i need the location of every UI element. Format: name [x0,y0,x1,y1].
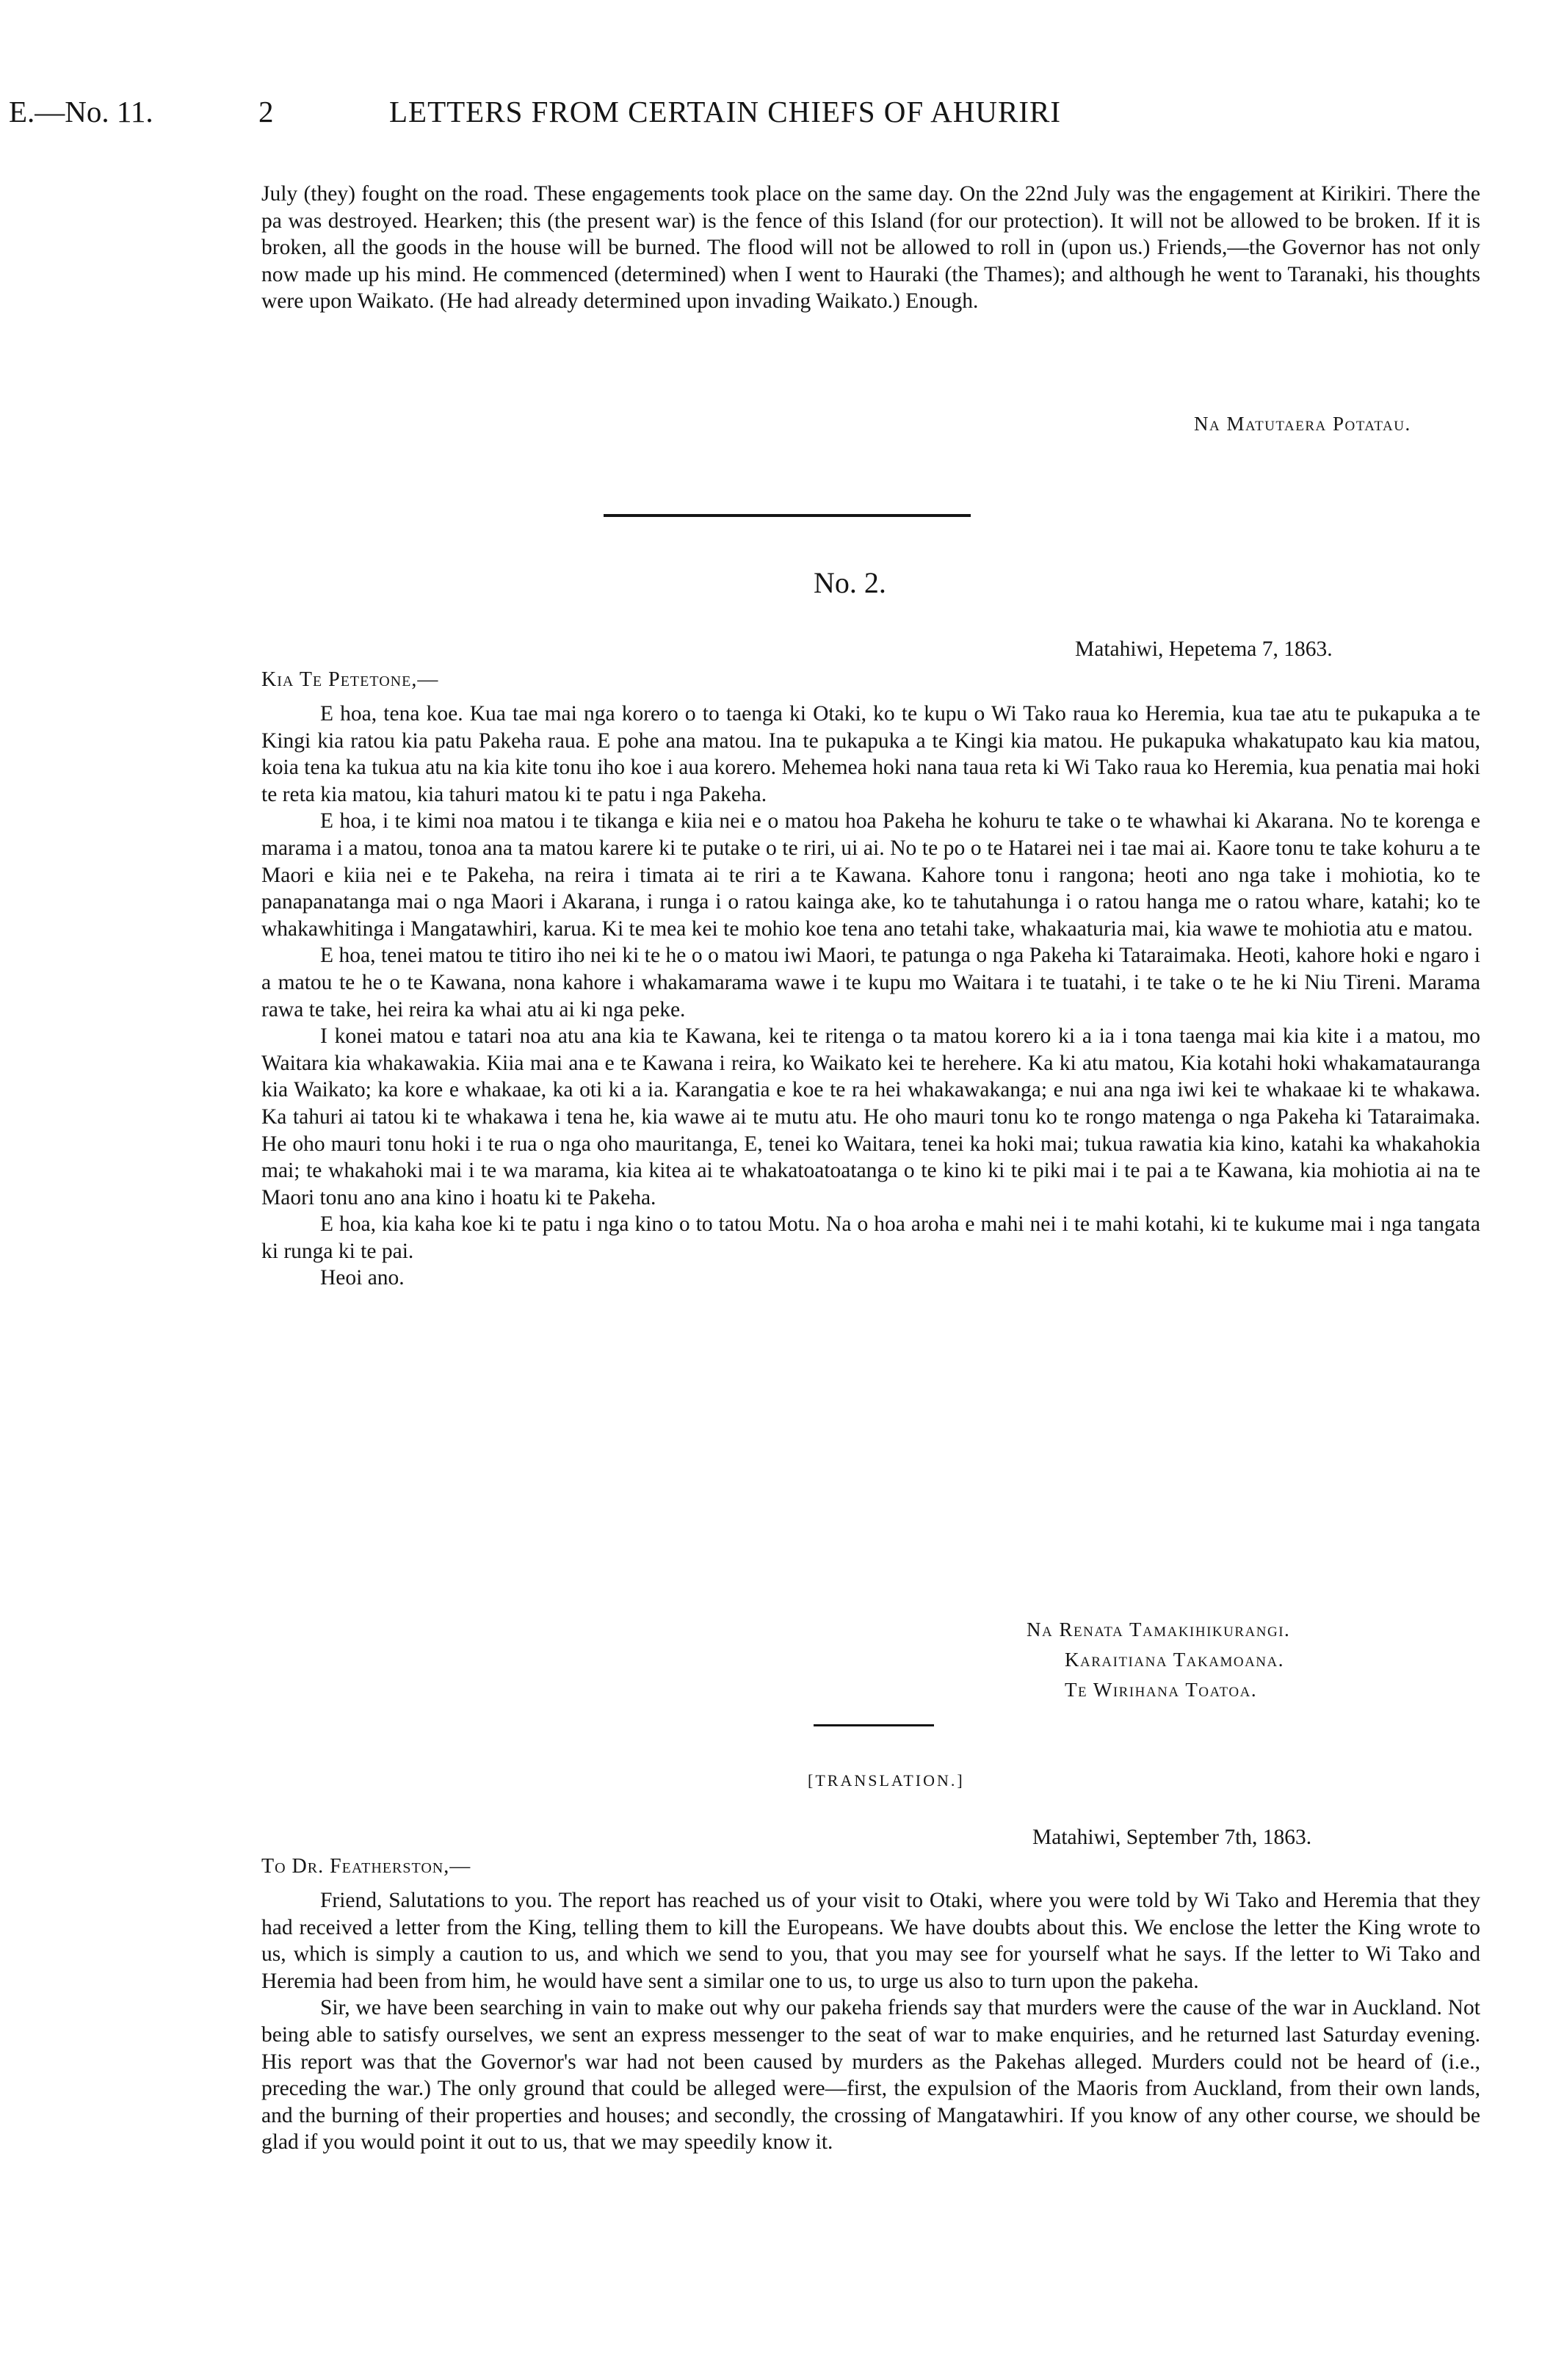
letter-2-heading: No. 2. [814,566,886,599]
translation-heading: [TRANSLATION.] [808,1771,965,1790]
letter-2-paragraph: E hoa, kia kaha koe ki te patu i nga kino o to tatou Motu. Na o hoa aroha e mahi nei i te mahi kotahi, ki te kukume mai i nga tangata ki runga ki te pai. [261,1212,1480,1263]
letter-2-paragraph: E hoa, i te kimi noa matou i te tikanga e kiia nei e o matou hoa Pakeha he kohuru te take o te whawhai ki Akarana. No te korenga e marama i a matou, tonoa ana ta matou karere ki te putake o te riri, ui ai. No te po o te Hatarei nei i tae mai ai. Kaore tonu te take kohuru a te Maori e kiia nei e te Pakeha, na reira i timata ai te riri a te Kawana. Kahore tonu i rangona; heoti ano nga take i mohiotia, ko te panapanatanga mai o nga Maori i Akarana, i runga i o ratou kainga ake, ko te tahutahunga i o ratou hanga me o ratou whare, katahi; ko te whakawhitinga i Mangatawhiri, karua. Ki te mea kei te mohio koe tena ano tetahi take, whakaaturia mai, kia wawe te mohiotia atu e matou. [261,809,1480,941]
letter-1-paragraph: July (they) fought on the road. These engagements took place on the same day. On the 22nd July was the engagement at Kirikiri. There the pa was destroyed. Hearken; this (the present war) is the fence of this Island (for our protection). It will not be allowed to be broken. If it is broken, all the goods in the house will be burned. The flood will not be allowed to roll in (upon us.) Friends,—the Governor has not only now made up his mind. He commenced (determined) when I went to Hauraki (the Thames); and although he went to Taranaki, his thoughts were upon Waikato. (He had already determined upon invading Waikato.) Enough. [261,182,1480,314]
letter-1-signature: Na Matutaera Potatau. [1194,413,1411,435]
translation-addressee: To Dr. Featherston,— [261,1855,471,1878]
letter-2-paragraph: I konei matou e tatari noa atu ana kia te Kawana, kei te ritenga o ta matou korero ki a ia i tona taenga mai kia kite i a matou, mo Waitara kia whakawakia. Kiia mai ana e te Kawana i reira, ko Waikato kei te herehere. Ka ki atu matou, Kia kotahi hoki whakamataurangа kia Waikato; ka kore e whakaae, ka oti ki a ia. Karangatia e koe te ra hei whakawakanga; e nui ana nga iwi kei te whakaae ki te whakawa. Ka tahuri ai tatou ki te whakawa i tena he, kia wawe ai te mutu atu. He oho mauri tonu ko te rongo matenga o nga Pakeha ki Tataraimaka. He oho mauri tonu hoki i te rua o nga oho mauritanga, E, tenei ko Waitara, tenei ka hoki mai; tukua rawatia kia kino, katahi ka whakahokia mai; te whakahoki mai i te wa marama, kia kitea ai te whakatoatoatanga o te kino ki te piki mai i te pai a te Kawana, kia mohiotia ai na te Maori tonu ano ana kino i hoatu ki te Pakeha. [261,1024,1480,1209]
translation-paragraph: Sir, we have been searching in vain to make out why our pakeha friends say that murders were the cause of the war in Auckland. Not being able to satisfy ourselves, we sent an express messenger to the seat of war to make enquiries, and he returned last Saturday evening. His report was that the Governor's war had not been caused by murders as the Pakehas alleged. Murders could not be heard of (i.e., preceding the war.) The only ground that could be alleged were—first, the expulsion of the Maoris from Auckland, from their own lands, and the burning of their properties and houses; and secondly, the crossing of Mangatawhiri. If you know of any other course, we should be glad if you would point it out to us, that we may speedily know it. [261,1996,1480,2155]
letter-1-body [261,181,1480,315]
letter-2-signature-2: Karaitiana Takamoana. [1065,1649,1284,1671]
letter-2-signature-3: Te Wirihana Toatoa. [1065,1679,1258,1701]
letter-2-paragraph: E hoa, tenei matou te titiro iho nei ki te he o o matou iwi Maori, te patunga o nga Pakeha ki Tataraimaka. Heoti, kahore hoki e ngaro i a matou te he o te Kawana, nona kahore i whakamarama wawe i te kupu mo Waitara i te tuatahi, i te take o te he ki Niu Tireni. Marama rawa te take, hei reira ka whai atu ai ki nga peke. [261,944,1480,1021]
running-header [0,94,1553,138]
section-divider-short [814,1724,934,1726]
page-number: 2 [258,95,274,129]
document-number: E.—No. 11. [9,95,153,129]
translation-dateline: Matahiwi, September 7th, 1863. [1032,1826,1312,1849]
section-divider [604,514,971,517]
translation-body [261,1887,1480,2156]
running-title: LETTERS FROM CERTAIN CHIEFS OF AHURIRI [389,95,1061,129]
letter-2-body [261,701,1480,1292]
letter-2-signature-1: Na Renata Tamakihikurangi. [1027,1618,1291,1641]
letter-2-dateline: Matahiwi, Hepetema 7, 1863. [1075,637,1333,661]
letter-2-addressee: Kia Te Petetone,— [261,668,439,691]
translation-paragraph: Friend, Salutations to you. The report has reached us of your visit to Otaki, where you were told by Wi Tako and Heremia that they had received a letter from the King, telling them to kill the Europeans. We have doubts about this. We enclose the letter the King wrote to us, which is simply a caution to us, and which we send to you, that you may see for yourself what he says. If the letter to Wi Tako and Heremia had been from him, he would have sent a similar one to us, to urge us also to turn upon the pakeha. [261,1889,1480,1993]
letter-2-paragraph: E hoa, tena koe. Kua tae mai nga korero o to taenga ki Otaki, ko te kupu o Wi Tako raua ko Heremia, kua tae atu te pukapuka a te Kingi kia ratou kia patu Pakeha raua. E pohe ana matou. Ina te pukapuka a te Kingi kia matou. He pukapuka whakatupato kau kia matou, koia tena ka tukua atu na kia kite tonu iho koe i aua korero. Mehemea hoki nana taua reta ki Wi Tako raua ko Heremia, kua penatia mai hoki te reta kia matou, kia tahuri matou ki te patu i nga Pakeha. [261,702,1480,806]
letter-2-closing: Heoi ano. [320,1266,405,1290]
